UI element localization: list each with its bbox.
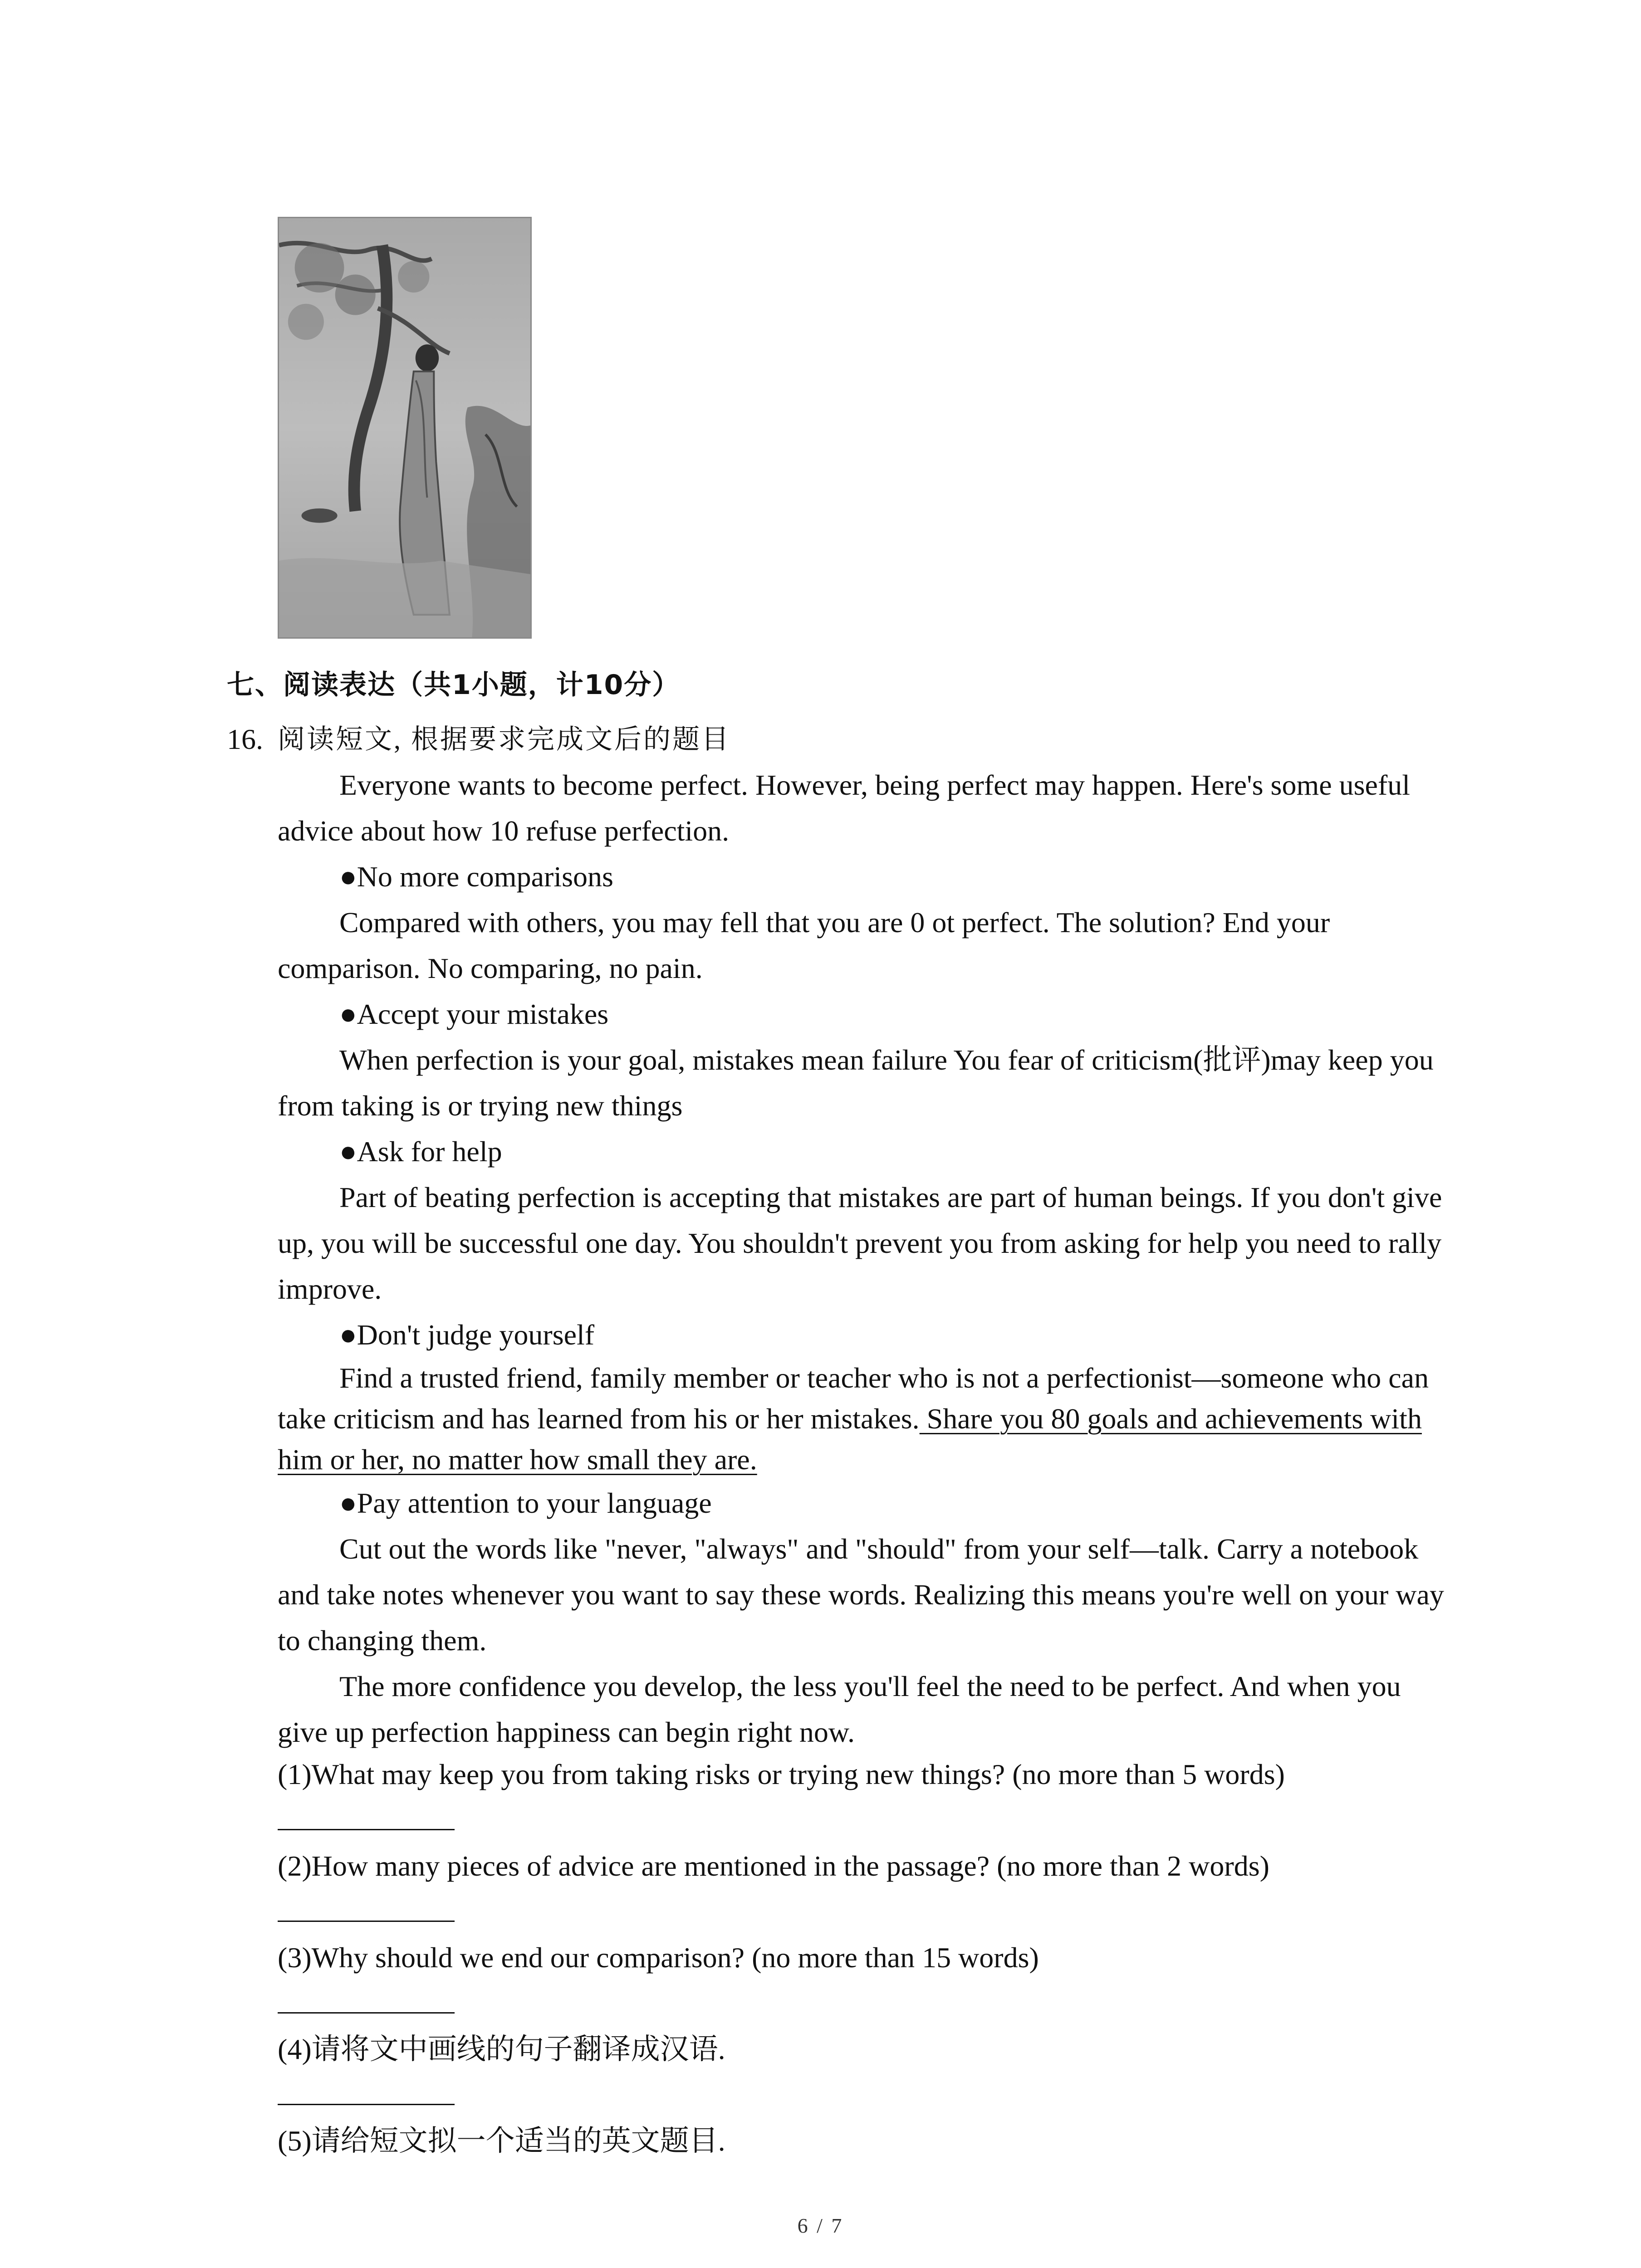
sub-question-3	[278, 1935, 1503, 2027]
sub-question-text: (2)How many pieces of advice are mentioned in the passage? (no more than 2 words)	[278, 1850, 1269, 1882]
advice-heading-no-comparisons: ●No more comparisons	[339, 860, 613, 893]
passage-paragraph: When perfection is your goal, mistakes mean failure You fear of criticism(批评)may keep you from taking is or trying new things	[278, 1044, 1434, 1122]
question-instruction: 阅读短文, 根据要求完成文后的题目	[278, 724, 730, 754]
sub-question-1	[278, 1752, 1503, 1843]
passage-intro: Everyone wants to become perfect. However, being perfect may happen. Here's some useful advice about how 10 refuse perfection.	[278, 769, 1411, 847]
advice-heading-language: ●Pay attention to your language	[339, 1487, 712, 1519]
advice-heading-dont-judge: ●Don't judge yourself	[339, 1319, 595, 1351]
sub-question-text: (1)What may keep you from taking risks or trying new things? (no more than 5 words)	[278, 1758, 1285, 1790]
passage-paragraph: Part of beating perfection is accepting that mistakes are part of human beings. If you don't give up, you will be successful one day. You shouldn't prevent you from asking for help you need to rally improve.	[278, 1181, 1442, 1305]
sub-question-text: (5)请给短文拟一个适当的英文题目.	[278, 2125, 725, 2157]
passage-text: Find a trusted friend, family member or teacher who is not a perfectionist—someone who can take criticism and has learned from his or her mistakes.	[278, 1362, 1429, 1435]
advice-heading-ask-for-help: ●Ask for help	[339, 1135, 502, 1168]
sub-question-text: (3)Why should we end our comparison? (no more than 15 words)	[278, 1941, 1039, 1974]
sub-question-5	[278, 2118, 1503, 2168]
reading-passage	[278, 762, 1448, 1755]
sub-question-4	[278, 2027, 1503, 2118]
underlined-sentence: Share you 80 goals and achievements with him or her, no matter how small they are.	[278, 1403, 1422, 1476]
question-list	[278, 1752, 1503, 2168]
page-number: 6 / 7	[797, 2214, 844, 2237]
painting-illustration	[279, 218, 530, 637]
answer-blank[interactable]	[278, 1829, 455, 1830]
passage-paragraph: Compared with others, you may fell that you are 0 ot perfect. The solution? End your comparison. No comparing, no pain.	[278, 906, 1330, 984]
section-heading: 七、阅读表达（共1小题，计10分）	[227, 669, 681, 701]
sub-question-2	[278, 1843, 1503, 1935]
passage-paragraph: Cut out the words like "never, "always" and "should" from your self—talk. Carry a notebook and take notes whenever you want to say these words. Realizing this means you're well on your way to changing them.	[278, 1533, 1444, 1657]
answer-blank[interactable]	[278, 2104, 455, 2105]
advice-heading-accept-mistakes: ●Accept your mistakes	[339, 998, 609, 1030]
passage-conclusion: The more confidence you develop, the less you'll feel the need to be perfect. And when you give up perfection happiness can begin right now.	[278, 1670, 1401, 1748]
question-number: 16.	[227, 723, 263, 755]
answer-blank[interactable]	[278, 2012, 455, 2014]
ink-painting-woman-under-tree-image	[278, 217, 532, 639]
sub-question-text: (4)请将文中画线的句子翻译成汉语.	[278, 2033, 725, 2065]
answer-blank[interactable]	[278, 1921, 455, 1922]
passage-paragraph-with-underline	[278, 1358, 1448, 1480]
